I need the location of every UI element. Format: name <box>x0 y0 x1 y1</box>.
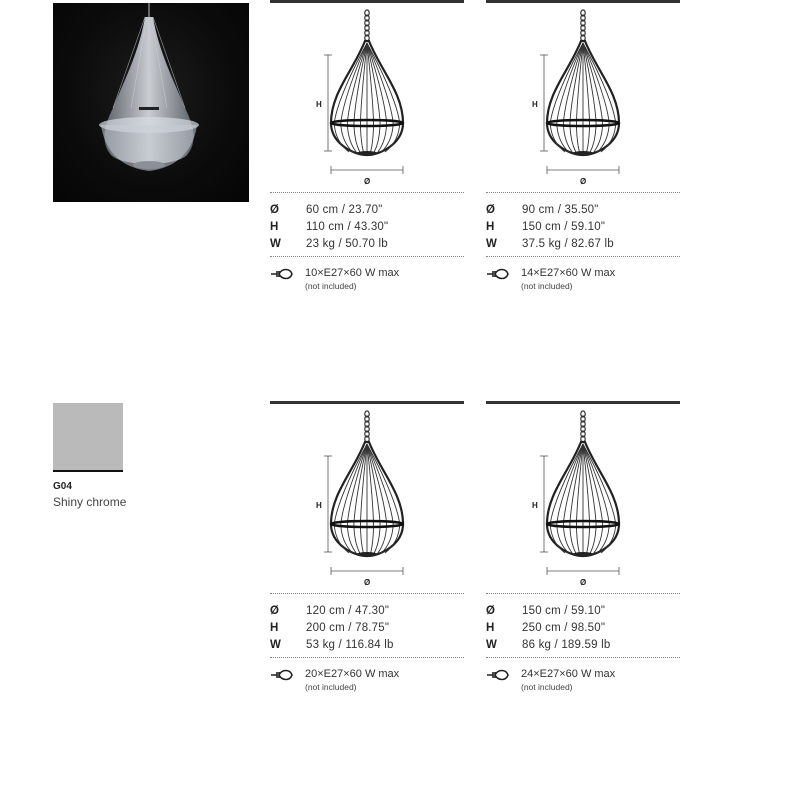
spec-table <box>486 201 680 252</box>
spec-row-diameter <box>486 201 680 218</box>
spec-row-weight <box>270 235 464 252</box>
dotted-divider <box>270 256 464 257</box>
bulb-info <box>270 666 464 696</box>
spec-table <box>270 602 464 653</box>
drawing-group <box>316 411 403 587</box>
svg-text:H: H <box>316 501 322 510</box>
diameter-value: 60 cm / 23.70" <box>306 203 383 216</box>
spec-row-height <box>486 218 680 235</box>
dotted-divider <box>486 256 680 257</box>
weight-value: 37.5 kg / 82.67 lb <box>522 237 614 250</box>
spec-card-150 <box>486 401 680 701</box>
svg-text:Ø: Ø <box>580 578 587 587</box>
spec-row-height <box>270 218 464 235</box>
swatch-underline <box>53 470 123 472</box>
svg-text:H: H <box>532 100 538 109</box>
height-value: 200 cm / 78.75" <box>306 621 390 634</box>
weight-value: 86 kg / 189.59 lb <box>522 638 611 651</box>
bulb-note: (not included) <box>521 682 573 692</box>
bulb-info <box>486 666 680 696</box>
bulb-icon <box>270 668 294 682</box>
dotted-divider <box>486 593 680 594</box>
spec-row-weight <box>270 636 464 653</box>
bulb-spec: 20×E27×60 W max <box>305 668 400 680</box>
drawing-group <box>316 10 403 186</box>
bulb-icon <box>486 668 510 682</box>
diameter-key: Ø <box>270 203 279 216</box>
weight-key: W <box>486 237 497 250</box>
svg-text:Ø: Ø <box>364 578 371 587</box>
weight-key: W <box>486 638 497 651</box>
weight-key: W <box>270 237 281 250</box>
dotted-divider <box>270 657 464 658</box>
dotted-divider <box>270 192 464 193</box>
height-key: H <box>270 621 279 634</box>
spec-row-weight <box>486 636 680 653</box>
chandelier-illustration <box>53 3 249 202</box>
diameter-value: 150 cm / 59.10" <box>522 604 606 617</box>
svg-text:Ø: Ø <box>364 177 371 186</box>
height-key: H <box>486 621 495 634</box>
dotted-divider <box>486 192 680 193</box>
weight-key: W <box>270 638 281 651</box>
chandelier-technical-drawing <box>270 3 464 188</box>
bulb-icon <box>270 267 294 281</box>
spec-row-weight <box>486 235 680 252</box>
height-key: H <box>270 220 279 233</box>
bulb-note: (not included) <box>521 281 573 291</box>
bulb-note: (not included) <box>305 682 357 692</box>
spec-row-height <box>270 619 464 636</box>
weight-value: 23 kg / 50.70 lb <box>306 237 388 250</box>
diameter-key: Ø <box>486 604 495 617</box>
diameter-value: 120 cm / 47.30" <box>306 604 390 617</box>
height-value: 250 cm / 98.50" <box>522 621 606 634</box>
drawing-group <box>532 411 619 587</box>
drawing-group <box>532 10 619 186</box>
spec-card-90 <box>486 0 680 300</box>
spec-row-diameter <box>486 602 680 619</box>
diameter-key: Ø <box>486 203 495 216</box>
svg-text:Ø: Ø <box>580 177 587 186</box>
weight-value: 53 kg / 116.84 lb <box>306 638 394 651</box>
spec-card-60 <box>270 0 464 300</box>
bulb-icon <box>486 267 510 281</box>
dotted-divider <box>486 657 680 658</box>
height-value: 150 cm / 59.10" <box>522 220 606 233</box>
dotted-divider <box>270 593 464 594</box>
finish-name: Shiny chrome <box>53 495 127 509</box>
chandelier-technical-drawing <box>486 3 680 188</box>
bulb-spec: 10×E27×60 W max <box>305 267 400 279</box>
diameter-value: 90 cm / 35.50" <box>522 203 599 216</box>
finish-swatch <box>53 403 123 470</box>
spec-table <box>270 201 464 252</box>
bulb-info <box>270 265 464 295</box>
svg-text:H: H <box>316 100 322 109</box>
spec-table <box>486 602 680 653</box>
chandelier-technical-drawing <box>270 404 464 589</box>
diameter-key: Ø <box>270 604 279 617</box>
height-value: 110 cm / 43.30" <box>306 220 389 233</box>
bulb-spec: 14×E27×60 W max <box>521 267 616 279</box>
finish-code: G04 <box>53 481 72 492</box>
spec-row-diameter <box>270 602 464 619</box>
bulb-info <box>486 265 680 295</box>
spec-row-diameter <box>270 201 464 218</box>
chandelier-photo <box>53 3 249 202</box>
bulb-note: (not included) <box>305 281 357 291</box>
spec-card-120 <box>270 401 464 701</box>
chandelier-technical-drawing <box>486 404 680 589</box>
bulb-spec: 24×E27×60 W max <box>521 668 616 680</box>
svg-text:H: H <box>532 501 538 510</box>
height-key: H <box>486 220 495 233</box>
spec-row-height <box>486 619 680 636</box>
